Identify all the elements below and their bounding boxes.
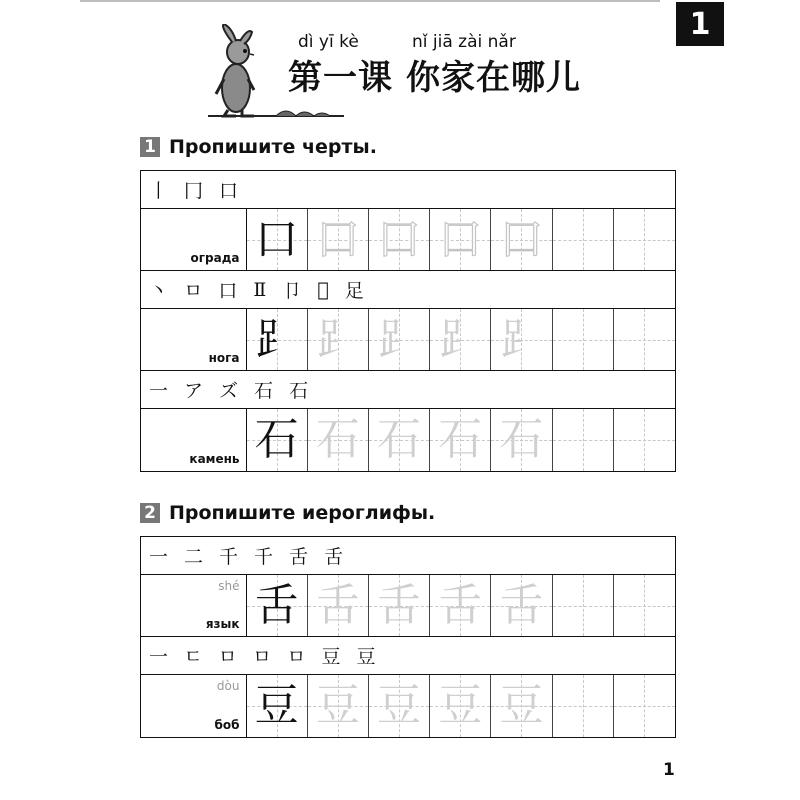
word-translation: ограда	[190, 251, 240, 265]
hanzi-character: ⻊	[499, 313, 544, 365]
hanzi-character: 豆	[315, 680, 360, 731]
section-number: 2	[140, 503, 160, 523]
stroke-step: 一	[149, 380, 169, 402]
hanzi-character: 口	[438, 213, 483, 265]
word-pinyin: shé	[218, 579, 240, 593]
stroke-row	[141, 171, 675, 209]
trace-character-cell	[369, 309, 430, 370]
trace-character-cell	[430, 209, 491, 270]
trace-character-cell	[308, 675, 369, 737]
stroke-step: 豆	[356, 646, 376, 668]
hanzi-character: 豆	[377, 680, 422, 731]
stroke-step: 冂	[184, 180, 204, 202]
stroke-step: 一	[149, 646, 169, 668]
empty-practice-cell	[614, 675, 675, 737]
trace-character-cell	[308, 409, 369, 471]
model-character-cell	[247, 309, 308, 370]
page-number: 1	[663, 760, 675, 780]
hanzi-character: 石	[438, 414, 483, 465]
empty-practice-cell	[614, 409, 675, 471]
trace-character-cell	[491, 575, 552, 636]
trace-character-cell	[491, 409, 552, 471]
hanzi-character: 口	[377, 213, 422, 265]
section-title: Пропишите черты.	[169, 136, 377, 158]
hanzi-character: 豆	[499, 680, 544, 731]
stroke-step: ズ	[219, 380, 239, 402]
title-pinyin-2: nǐ jiā zài nǎr	[412, 32, 516, 52]
stroke-step: 千	[219, 546, 239, 568]
hanzi-character: 口	[315, 213, 360, 265]
stroke-step: 卩	[282, 280, 302, 302]
empty-practice-cell	[614, 209, 675, 270]
word-label-cell	[141, 409, 247, 471]
stroke-step: ㅁ	[287, 646, 306, 668]
stroke-step: 石	[289, 380, 309, 402]
top-rule	[80, 0, 660, 2]
trace-character-cell	[491, 675, 552, 737]
trace-character-cell	[369, 409, 430, 471]
hanzi-character: 舌	[315, 579, 360, 631]
stroke-step: 一	[149, 546, 169, 568]
trace-character-cell	[369, 675, 430, 737]
hanzi-character: 石	[254, 414, 299, 465]
hanzi-character: 舌	[499, 579, 544, 631]
empty-practice-cell	[553, 409, 614, 471]
practice-grid	[140, 170, 676, 472]
model-character-cell	[247, 209, 308, 270]
hanzi-character: 舌	[377, 579, 422, 631]
stroke-step: 舌	[324, 546, 344, 568]
stroke-step: 豆	[321, 646, 341, 668]
title-pinyin-1: dì yī kè	[298, 32, 359, 52]
lesson-title-1: 第一课	[288, 58, 393, 98]
practice-row	[141, 409, 675, 471]
trace-character-cell	[308, 209, 369, 270]
hanzi-character: ⻊	[315, 313, 360, 365]
trace-character-cell	[491, 309, 552, 370]
word-translation: камень	[189, 452, 240, 466]
stroke-step: 二	[184, 546, 204, 568]
stroke-step: ㅁ	[218, 646, 237, 668]
hanzi-character: 石	[377, 414, 422, 465]
word-pinyin: dòu	[216, 679, 240, 693]
stroke-step: 足	[344, 280, 364, 302]
empty-practice-cell	[614, 575, 675, 636]
section-title: Пропишите иероглифы.	[169, 502, 436, 524]
hanzi-character: 口	[254, 213, 299, 265]
lesson-badge: 1	[676, 2, 724, 46]
section-number: 1	[140, 137, 160, 157]
empty-practice-cell	[553, 209, 614, 270]
trace-character-cell	[430, 309, 491, 370]
hanzi-character: 口	[499, 213, 544, 265]
hanzi-character: 石	[499, 414, 544, 465]
hanzi-character: 石	[315, 414, 360, 465]
empty-practice-cell	[553, 675, 614, 737]
word-label-cell	[141, 575, 247, 636]
practice-grid	[140, 536, 676, 738]
model-character-cell	[247, 409, 308, 471]
trace-character-cell	[491, 209, 552, 270]
trace-character-cell	[369, 209, 430, 270]
stroke-step: 口	[218, 280, 238, 302]
stroke-step: ㅁ	[252, 646, 272, 668]
empty-practice-cell	[553, 575, 614, 636]
trace-character-cell	[430, 675, 491, 737]
stroke-step: Ⅱ	[253, 278, 267, 301]
stroke-step: 口	[219, 180, 239, 202]
practice-row	[141, 309, 675, 371]
practice-row	[141, 209, 675, 271]
practice-row	[141, 575, 675, 637]
stroke-row	[141, 537, 675, 575]
empty-practice-cell	[553, 309, 614, 370]
hanzi-character: 舌	[438, 579, 483, 631]
empty-practice-cell	[614, 309, 675, 370]
word-label-cell	[141, 675, 247, 737]
stroke-step: 舌	[289, 546, 309, 568]
trace-character-cell	[430, 575, 491, 636]
stroke-step: 丶	[149, 280, 169, 302]
word-translation: язык	[205, 617, 240, 631]
stroke-step: 𠯁	[317, 278, 329, 301]
trace-character-cell	[430, 409, 491, 471]
trace-character-cell	[369, 575, 430, 636]
model-character-cell	[247, 575, 308, 636]
stroke-row	[141, 371, 675, 409]
lesson-title-2: 你家在哪儿	[406, 58, 581, 98]
trace-character-cell	[308, 309, 369, 370]
practice-row	[141, 675, 675, 737]
model-character-cell	[247, 675, 308, 737]
hanzi-character: ⻊	[254, 313, 299, 365]
trace-character-cell	[308, 575, 369, 636]
stroke-step: ㅁ	[184, 280, 203, 302]
stroke-step: ㄷ	[184, 646, 203, 668]
hanzi-character: ⻊	[438, 313, 483, 365]
word-translation: боб	[214, 718, 240, 732]
hanzi-character: 舌	[254, 579, 299, 631]
stroke-row	[141, 271, 675, 309]
stroke-step: 石	[254, 380, 274, 402]
stroke-step: 千	[254, 546, 274, 568]
stroke-step: 丨	[149, 180, 169, 202]
stroke-step: ア	[184, 380, 204, 402]
hanzi-character: 豆	[254, 680, 299, 731]
word-label-cell	[141, 209, 247, 270]
stroke-row	[141, 637, 675, 675]
hanzi-character: 豆	[438, 680, 483, 731]
hanzi-character: ⻊	[377, 313, 422, 365]
word-label-cell	[141, 309, 247, 370]
word-translation: нога	[208, 351, 240, 365]
